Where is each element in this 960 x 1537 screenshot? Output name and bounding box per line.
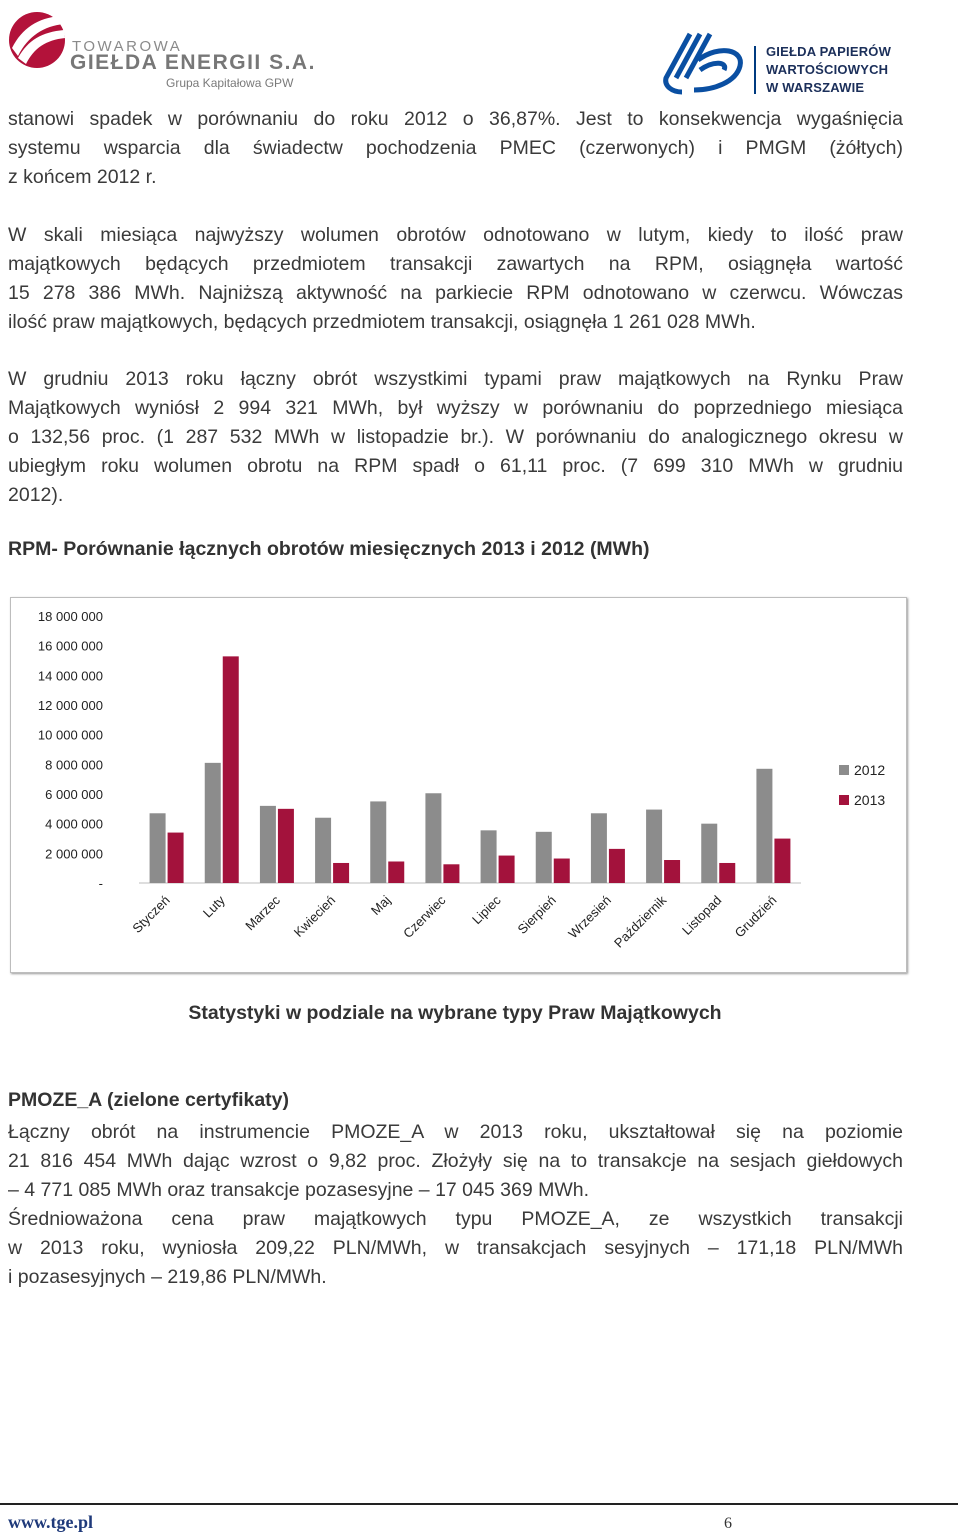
x-tick-label: Lipiec — [469, 892, 504, 928]
bar-2013 — [664, 860, 680, 883]
y-tick-label: 10 000 000 — [37, 727, 103, 743]
text-line: systemu wsparcia dla świadectw pochodzenia PMEC (czerwonych) i PMGM (żółtych) — [8, 137, 903, 159]
y-tick-label: 12 000 000 — [37, 698, 103, 713]
text-line: W grudniu 2013 roku łączny obrót wszystkimi typami praw majątkowych na Rynku Praw — [8, 368, 903, 390]
text-line: i pozasesyjnych – 219,86 PLN/MWh. — [8, 1266, 327, 1288]
bar-2012 — [260, 806, 276, 883]
paragraph-1 — [8, 105, 903, 192]
x-tick-label: Styczeń — [129, 892, 173, 936]
gpw-logo-mark-icon — [660, 30, 748, 96]
y-tick-label: 4 000 000 — [45, 816, 103, 832]
bar-2013 — [388, 861, 404, 883]
pmoze-heading: PMOZE_A (zielone certyfikaty) — [8, 1089, 290, 1111]
y-tick-label: - — [98, 876, 103, 891]
text-line: ubiegłym roku wolumen obrotu na RPM spadł o 61,11 proc. (7 699 310 MWh w grudniu — [8, 455, 903, 477]
gpw-logo-line3: W WARSZAWIE — [766, 80, 865, 95]
bar-2012 — [315, 818, 331, 883]
bar-2013 — [499, 856, 515, 883]
text-line: – 4 771 085 MWh oraz transakcje pozasesyjne – 17 045 369 MWh. — [8, 1179, 589, 1201]
pmoze-paragraph-2 — [8, 1205, 903, 1292]
text-line: Majątkowych wyniósł 2 994 321 MWh, był wyższy w porównaniu do poprzedniego miesiąca — [8, 397, 903, 419]
text-line: w 2013 roku, wyniosła 209,22 PLN/MWh, w transakcjach sesyjnych – 171,18 PLN/MWh — [8, 1237, 903, 1259]
gpw-logo-line2: WARTOŚCIOWYCH — [766, 62, 889, 77]
x-tick-label: Kwiecień — [290, 892, 339, 940]
tge-logo-line1: TOWAROWA — [72, 38, 183, 55]
bar-2013 — [278, 809, 294, 883]
y-tick-label: 16 000 000 — [37, 638, 103, 654]
bar-2013 — [609, 849, 625, 883]
bar-2013 — [333, 863, 349, 883]
gpw-logo-text — [766, 43, 891, 97]
page-header — [0, 0, 960, 100]
footer-website-link[interactable]: www.tge.pl — [8, 1512, 93, 1532]
text-line: 2012). — [8, 484, 64, 506]
x-tick-label: Marzec — [242, 892, 284, 934]
text-line: ilość praw majątkowych, będących przedmiotem transakcji, osiągnęła 1 261 028 MWh. — [8, 311, 756, 333]
bar-2012 — [646, 810, 662, 883]
x-tick-label: Wrzesień — [565, 892, 615, 942]
bar-2012 — [481, 830, 497, 883]
y-tick-label: 2 000 000 — [45, 846, 103, 862]
text-line: 21 816 454 MWh dając wzrost o 9,82 proc. Złożyły się na to transakcje na sesjach giełdowych — [8, 1150, 903, 1172]
bar-2013 — [719, 863, 735, 883]
text-line: Łączny obrót na instrumencie PMOZE_A w 2013 roku, ukształtował się na poziomie — [8, 1121, 903, 1143]
bar-2012 — [425, 793, 441, 883]
x-tick-label: Listopad — [679, 892, 725, 938]
legend-swatch-2013 — [839, 795, 849, 805]
bar-2012 — [701, 824, 717, 883]
tge-logo-line3: Grupa Kapitałowa GPW — [166, 76, 294, 90]
x-tick-label: Grudzień — [731, 892, 780, 941]
bar-2013 — [168, 833, 184, 883]
x-tick-label: Czerwiec — [400, 892, 449, 941]
text-line: W skali miesiąca najwyższy wolumen obrotów odnotowano w lutym, kiedy to ilość praw — [8, 224, 903, 246]
bar-2012 — [205, 763, 221, 883]
tge-logo-line2: GIEŁDA ENERGII S.A. — [70, 51, 316, 74]
gpw-logo-separator — [754, 46, 756, 94]
gpw-logo — [660, 30, 950, 100]
legend-label-2012: 2012 — [854, 762, 886, 778]
bar-2012 — [150, 813, 166, 883]
y-tick-label: 14 000 000 — [37, 668, 103, 684]
legend-label-2013: 2013 — [854, 792, 886, 808]
y-tick-label: 6 000 000 — [45, 787, 103, 802]
bar-2013 — [774, 839, 790, 883]
x-tick-label: Luty — [199, 892, 228, 921]
text-line: stanowi spadek w porównaniu do roku 2012 o 36,87%. Jest to konsekwencja wygaśnięcia — [8, 108, 903, 130]
text-line: Średnioważona cena praw majątkowych typu PMOZE_A, ze wszystkich transakcji — [8, 1208, 903, 1230]
text-line: z końcem 2012 r. — [8, 166, 157, 188]
chart-heading: RPM- Porównanie łącznych obrotów miesięcznych 2013 i 2012 (MWh) — [8, 538, 650, 560]
bar-2012 — [536, 832, 552, 883]
page-number: 6 — [724, 1515, 732, 1532]
y-tick-label: 18 000 000 — [37, 609, 103, 624]
footer-rule — [0, 1503, 958, 1505]
gpw-logo-line1: GIEŁDA PAPIERÓW — [766, 44, 892, 59]
text-line: majątkowych będących przedmiotem transakcji zawartych na RPM, osiągnęła wartość — [8, 253, 903, 275]
bar-2013 — [223, 656, 239, 883]
x-tick-label: Październik — [611, 892, 670, 951]
bar-2012 — [756, 769, 772, 883]
text-line: o 132,56 proc. (1 287 532 MWh w listopadzie br.). W porównaniu do analogicznego okresu w — [8, 426, 903, 448]
y-tick-label: 8 000 000 — [45, 757, 103, 773]
tge-logo — [8, 8, 328, 88]
paragraph-3 — [8, 365, 903, 510]
pmoze-paragraph-1 — [8, 1118, 903, 1205]
chart-canvas — [11, 598, 906, 972]
tge-logo-mark-icon — [8, 8, 68, 72]
rpm-monthly-chart — [10, 597, 907, 973]
text-line: 15 278 386 MWh. Najniższą aktywność na parkiecie RPM odnotowano w czerwcu. Wówczas — [8, 282, 903, 304]
bar-2012 — [370, 801, 386, 883]
x-tick-label: Sierpień — [514, 892, 559, 937]
x-tick-label: Maj — [367, 892, 394, 918]
bar-2013 — [554, 859, 570, 883]
legend-swatch-2012 — [839, 765, 849, 775]
bar-2013 — [443, 864, 459, 883]
bar-2012 — [591, 813, 607, 883]
paragraph-2 — [8, 221, 903, 337]
section-title: Statystyki w podziale na wybrane typy Praw Majątkowych — [188, 1002, 722, 1024]
